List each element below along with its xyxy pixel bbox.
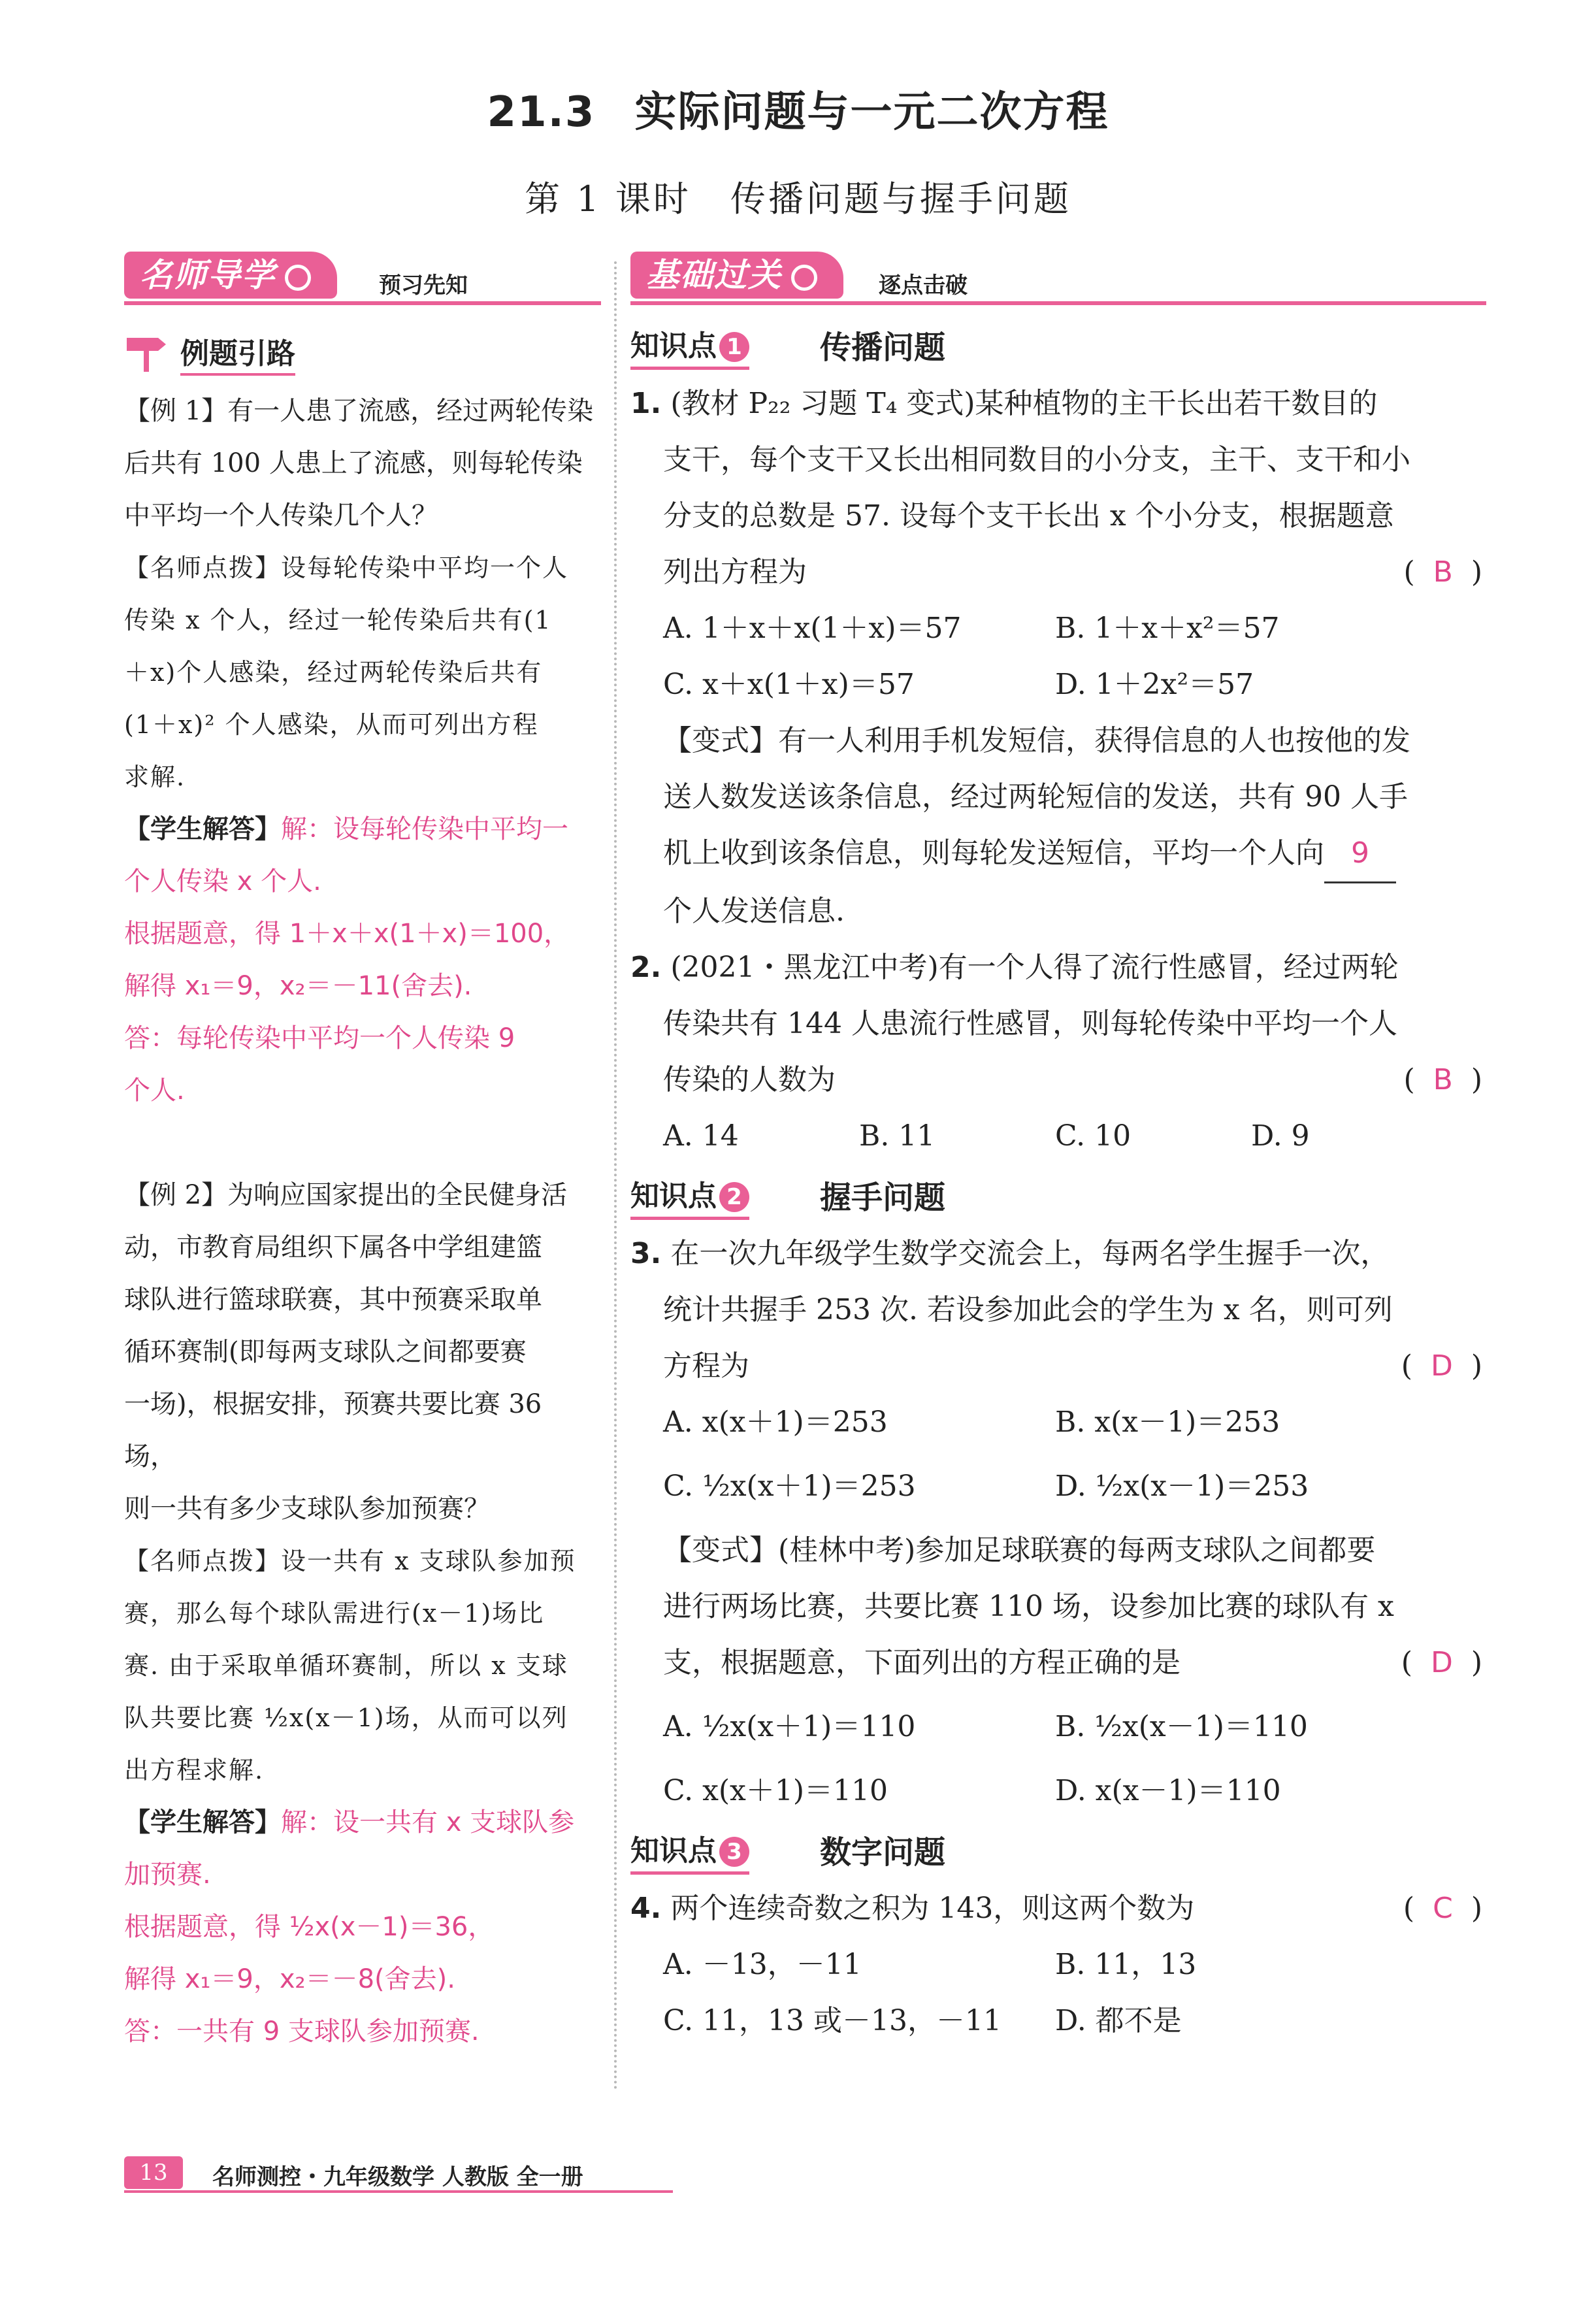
q1-text: 列出方程为 — [663, 555, 807, 589]
q1-answer: B — [1433, 555, 1457, 589]
signpost-icon — [124, 333, 170, 372]
option: A. 1＋x＋x(1＋x)＝57 — [663, 612, 962, 645]
q3-variant-line — [630, 1635, 1486, 1691]
q2-options-row — [630, 1108, 1486, 1164]
answer-bracket: ( D ) — [1401, 1349, 1486, 1383]
ex1-line: 【例 1】有一人患了流感，经过两轮传染 — [124, 396, 594, 426]
footer-text: 名师测控・九年级数学 人教版 全一册 — [212, 2164, 583, 2190]
q4-number: 4. — [630, 1892, 662, 1925]
ex1-answer-line: 根据题意，得 1＋x＋x(1＋x)＝100， — [124, 919, 570, 949]
ex2-tip-line: 【名师点拨】设一共有 x 支球队参加预 — [124, 1547, 576, 1575]
kp-name: 握手问题 — [820, 1179, 946, 1216]
ex2-line: 球队进行篮球联赛，其中预赛采取单 — [124, 1285, 542, 1315]
question-2 — [630, 940, 1486, 1164]
kp-label-text: 知识点 — [630, 329, 717, 363]
question-3 — [630, 1226, 1486, 1819]
banner-sub: 逐点击破 — [879, 272, 968, 299]
q3-options-row — [630, 1394, 1486, 1451]
kp-label-text: 知识点 — [630, 1834, 717, 1867]
q1-variant-line: 送人数发送该条信息，经过两轮短信的发送，共有 90 人手 — [663, 780, 1408, 814]
ex2-answer-line: 答：一共有 9 支球队参加预赛. — [124, 2016, 480, 2047]
lesson-number: 第 1 课时 — [525, 178, 691, 220]
banner-tag-text: 名师导学 — [140, 256, 276, 294]
kp-number: 3 — [719, 1837, 749, 1867]
option: D. 9 — [1251, 1119, 1310, 1153]
ex2-answer-line: 解：设一共有 x 支球队参 — [281, 1807, 575, 1837]
footer-line — [124, 2190, 673, 2193]
q3-variant-text: 支，根据题意，下面列出的方程正确的是 — [663, 1646, 1181, 1679]
ex1-answer-line: 答：每轮传染中平均一个人传染 9 — [124, 1023, 515, 1053]
fill-blank[interactable]: 9 — [1324, 825, 1396, 883]
ex1-tip-line: ＋x)个人感染，经过两轮传染后共有 — [124, 658, 543, 687]
q4-line — [630, 1881, 1486, 1937]
q3-text: 方程为 — [663, 1349, 749, 1383]
option: C. x＋x(1＋x)＝57 — [663, 668, 915, 701]
answer-bracket: ( C ) — [1403, 1892, 1486, 1925]
ex1-line: 后共有 100 人患上了流感，则每轮传染 — [124, 448, 583, 478]
option: A. －13，－11 — [663, 1948, 862, 1981]
option: A. 14 — [663, 1119, 739, 1153]
answer-label: 【学生解答】 — [124, 1807, 281, 1837]
ex1-tip-line: 求解. — [124, 763, 186, 791]
banner-tag — [124, 252, 337, 299]
option: C. ½x(x＋1)＝253 — [663, 1470, 916, 1503]
right-column — [630, 252, 1486, 2049]
ex2-line: 循环赛制(即每两支球队之间都要赛 — [124, 1337, 527, 1367]
answer-bracket: ( D ) — [1401, 1646, 1486, 1679]
q1-number: 1. — [630, 387, 662, 420]
option: D. ½x(x－1)＝253 — [1055, 1470, 1309, 1503]
q3-variant-options-row — [630, 1691, 1486, 1763]
q1-variant-line — [630, 825, 1486, 883]
magnifier-icon — [285, 265, 311, 291]
ex2-tip-line: 赛. 由于采取单循环赛制，所以 x 支球 — [124, 1651, 568, 1680]
ex1-answer-line: 个人. — [124, 1076, 185, 1106]
q1-variant-text: 机上收到该条信息，则每轮发送短信，平均一个人向 — [663, 836, 1324, 870]
knowledge-point-1 — [630, 322, 1486, 376]
ex2-answer-line: 加预赛. — [124, 1860, 211, 1890]
option: D. 1＋2x²＝57 — [1055, 668, 1254, 701]
banner-underline — [124, 301, 601, 305]
option: B. ½x(x－1)＝110 — [1055, 1710, 1308, 1743]
target-icon — [791, 265, 817, 291]
kp-name: 传播问题 — [820, 329, 946, 366]
ex2-line: 则一共有多少支球队参加预赛？ — [124, 1494, 490, 1524]
banner-underline — [630, 301, 1486, 305]
right-banner — [630, 252, 1486, 304]
q2-line: 传染共有 144 人患流行性感冒，则每轮传染中平均一个人 — [663, 1007, 1397, 1040]
ex1-tip-line: (1＋x)² 个人感染，从而可列出方程 — [124, 710, 539, 739]
left-column — [124, 252, 601, 2058]
example-1 — [124, 385, 601, 1117]
q4-text: 两个连续奇数之积为 143，则这两个数为 — [670, 1892, 1195, 1925]
question-1 — [630, 376, 1486, 940]
q4-options-row — [630, 1993, 1486, 2049]
lesson-title-text: 传播问题与握手问题 — [730, 178, 1071, 220]
q1-line: 支干，每个支干又长出相同数目的小分支，主干、支干和小 — [663, 443, 1410, 476]
q3-line — [630, 1226, 1486, 1282]
example-section-head — [124, 330, 601, 376]
q2-number: 2. — [630, 951, 662, 984]
answer-bracket: ( B ) — [1403, 1063, 1486, 1096]
q3-number: 3. — [630, 1237, 662, 1270]
ex2-answer-line: 解得 x₁＝9，x₂＝－8(舍去). — [124, 1964, 455, 1994]
q3-options-row — [630, 1451, 1486, 1522]
q1-variant-line: 个人发送信息. — [663, 895, 845, 928]
answer-bracket: ( B ) — [1403, 555, 1486, 589]
ex1-line: 中平均一个人传染几个人？ — [124, 501, 438, 531]
ex2-answer-line: 根据题意，得 ½x(x－1)＝36， — [124, 1912, 495, 1942]
ex2-tip-line: 赛，那么每个球队需进行(x－1)场比 — [124, 1599, 545, 1628]
option: C. x(x＋1)＝110 — [663, 1774, 888, 1807]
q3-variant-line: 进行两场比赛，共要比赛 110 场，设参加比赛的球队有 x — [663, 1590, 1394, 1623]
q3-text: 在一次九年级学生数学交流会上，每两名学生握手一次， — [670, 1237, 1390, 1270]
ex2-tip-line: 队共要比赛 ½x(x－1)场，从而可以列 — [124, 1703, 568, 1732]
option: D. 都不是 — [1055, 2004, 1182, 2037]
ex2-tip-line: 出方程求解. — [124, 1756, 265, 1784]
ex1-answer-line: 解：设每轮传染中平均一 — [281, 814, 568, 844]
ex1-answer-line: 解得 x₁＝9，x₂＝－11(舍去). — [124, 971, 472, 1001]
q2-line — [630, 1052, 1486, 1108]
ex2-line: 动，市教育局组织下属各中学组建篮 — [124, 1232, 542, 1262]
option: C. 11，13 或－13，－11 — [663, 2004, 1002, 2037]
option: B. 1＋x＋x²＝57 — [1055, 612, 1280, 645]
q4-answer: C — [1433, 1892, 1457, 1925]
option: B. 11，13 — [1055, 1948, 1197, 1981]
kp-label — [630, 1827, 749, 1875]
page-number: 13 — [124, 2156, 183, 2189]
q2-line — [630, 940, 1486, 996]
kp-number: 1 — [719, 332, 749, 362]
ex1-tip-line: 【名师点拨】设每轮传染中平均一个人 — [124, 553, 569, 582]
q4-options-row — [630, 1937, 1486, 1993]
ex2-line: 【例 2】为响应国家提出的全民健身活 — [124, 1180, 568, 1210]
section-title-text: 实际问题与一元二次方程 — [634, 88, 1109, 137]
option: A. x(x＋1)＝253 — [663, 1406, 888, 1439]
banner-sub: 预习先知 — [379, 272, 468, 299]
option: B. x(x－1)＝253 — [1055, 1406, 1280, 1439]
ex2-line: 一场)，根据安排，预赛共要比赛 36 场， — [124, 1389, 542, 1472]
q2-answer: B — [1433, 1063, 1457, 1096]
example-2 — [124, 1169, 601, 2058]
kp-label-text: 知识点 — [630, 1179, 717, 1213]
q1-text: (教材 P₂₂ 习题 T₄ 变式)某种植物的主干长出若干数目的 — [670, 387, 1378, 420]
option: A. ½x(x＋1)＝110 — [663, 1710, 916, 1743]
q3-line: 统计共握手 253 次. 若设参加此会的学生为 x 名，则可列 — [663, 1293, 1393, 1326]
kp-number: 2 — [719, 1182, 749, 1212]
example-section-label: 例题引路 — [180, 330, 295, 376]
option: D. x(x－1)＝110 — [1055, 1774, 1281, 1807]
q1-line — [630, 544, 1486, 600]
q3-variant-line: 【变式】(桂林中考)参加足球联赛的每两支球队之间都要 — [663, 1534, 1376, 1567]
q3-variant-options-row — [630, 1763, 1486, 1819]
option: B. 11 — [859, 1119, 936, 1153]
kp-label — [630, 1172, 749, 1220]
ex2-answer-first — [124, 1796, 601, 1849]
kp-name: 数字问题 — [820, 1834, 946, 1871]
lesson-title — [0, 171, 1596, 222]
q1-options-row — [630, 657, 1486, 713]
section-number: 21.3 — [487, 88, 596, 137]
q1-line — [630, 376, 1486, 432]
q1-line: 分支的总数是 57. 设每个支干长出 x 个小分支，根据题意 — [663, 499, 1394, 533]
banner-tag-text: 基础过关 — [646, 256, 782, 294]
q3-answer: D — [1430, 1349, 1457, 1383]
q3-variant-answer: D — [1430, 1646, 1457, 1679]
q2-text: 传染的人数为 — [663, 1063, 836, 1096]
knowledge-point-3 — [630, 1827, 1486, 1881]
q1-options-row — [630, 600, 1486, 657]
knowledge-point-2 — [630, 1172, 1486, 1226]
ex1-tip-line: 传染 x 个人，经过一轮传染后共有(1 — [124, 606, 552, 634]
ex1-answer-first — [124, 803, 601, 855]
ex1-answer-line: 个人传染 x 个人. — [124, 866, 321, 896]
q3-line — [630, 1338, 1486, 1394]
option: C. 10 — [1055, 1119, 1132, 1153]
answer-label: 【学生解答】 — [124, 814, 281, 844]
q1-variant-line: 【变式】有一人利用手机发短信，获得信息的人也按他的发 — [663, 724, 1410, 757]
question-4 — [630, 1881, 1486, 2049]
q2-text: (2021・黑龙江中考)有一个人得了流行性感冒，经过两轮 — [670, 951, 1399, 984]
left-banner — [124, 252, 601, 304]
section-title — [0, 78, 1596, 139]
kp-label — [630, 322, 749, 370]
column-divider — [614, 261, 617, 2091]
banner-tag — [630, 252, 843, 299]
